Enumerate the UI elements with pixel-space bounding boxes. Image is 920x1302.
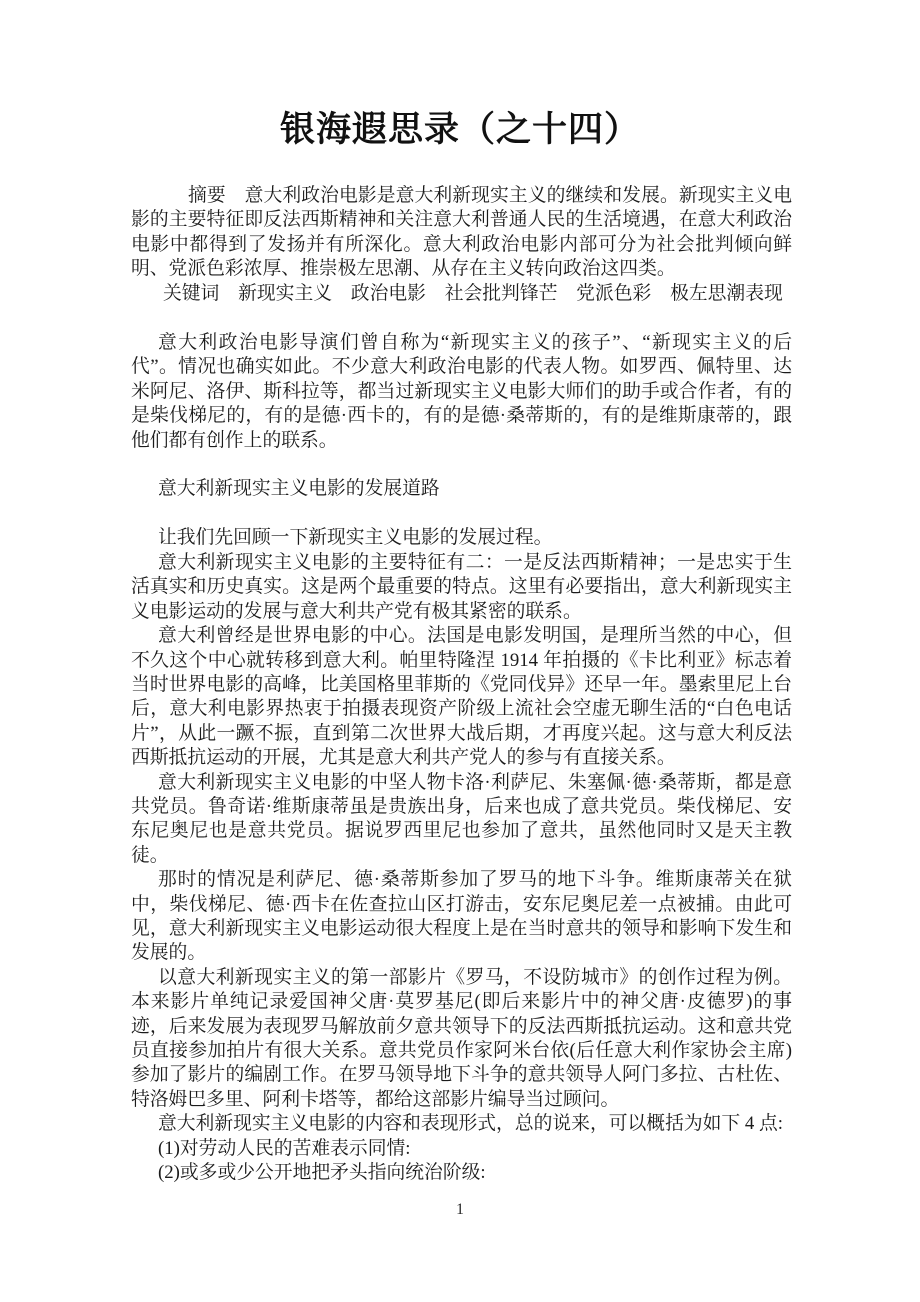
page-number: 1 [456, 1201, 464, 1218]
paragraph-party-members: 意大利新现实主义电影的中坚人物卡洛·利萨尼、朱塞佩·德·桑蒂斯，都是意共党员。鲁奇诺·维斯康蒂虽是贵族出身，后来也成了意共党员。柴伐梯尼、安东尼奥尼也是意共党员。据说罗西里尼也参加了意共，虽然他同时又是天主教徒。 [131, 771, 792, 866]
paragraph-directors: 意大利政治电影导演们曾自称为“新现实主义的孩子”、“新现实主义的后代”。情况也确实如此。不少意大利政治电影的代表人物。如罗西、佩特里、达米阿尼、洛伊、斯科拉等，都当过新现实主义电影大师们的助手或合作者，有的是柴伐梯尼的，有的是德·西卡的，有的是德·桑蒂斯的，有的是维斯康蒂的，跟他们都有创作上的联系。 [131, 332, 792, 451]
list-item-1: (1)对劳动人民的苦难表示同情: [158, 1137, 411, 1159]
paragraph-recall: 让我们先回顾一下新现实主义电影的发展过程。 [158, 527, 553, 549]
paragraph-summary-intro: 意大利新现实主义电影的内容和表现形式，总的说来，可以概括为如下 4 点: [158, 1113, 783, 1135]
keywords-line: 关键词 新现实主义 政治电影 社会批判锋芒 党派色彩 极左思潮表现 [163, 282, 783, 304]
paragraph-features: 意大利新现实主义电影的主要特征有二：一是反法西斯精神；一是忠实于生活真实和历史真实。这是两个最重要的特点。这里有必要指出，意大利新现实主义电影运动的发展与意大利共产党有极其紧密的联系。 [131, 551, 792, 622]
list-item-2: (2)或多或少公开地把矛头指向统治阶级: [158, 1162, 486, 1184]
paragraph-rome-open-city: 以意大利新现实主义的第一部影片《罗马，不设防城市》的创作过程为例。本来影片单纯记录爱国神父唐·莫罗基尼(即后来影片中的神父唐·皮德罗)的事迹，后来发展为表现罗马解放前夕意共领导下的反法西斯抵抗运动。这和意共党员直接参加拍片有很大关系。意共党员作家阿米台依(后任意大利作家协会主席)参加了影片的编剧工作。在罗马领导地下斗争的意共领导人阿门多拉、古杜佐、特洛姆巴多里、阿利卡塔等，都给这部影片编导当过顾问。 [131, 966, 792, 1110]
document-body [131, 184, 792, 1185]
section-heading: 意大利新现实主义电影的发展道路 [158, 478, 440, 500]
abstract-paragraph: 摘要 意大利政治电影是意大利新现实主义的继续和发展。新现实主义电影的主要特征即反法西斯精神和关注意大利普通人民的生活境遇，在意大利政治电影中都得到了发扬并有所深化。意大利政治电影内部可分为社会批判倾向鲜明、党派色彩浓厚、推崇极左思潮、从存在主义转向政治这四类。 [131, 185, 792, 280]
paragraph-underground: 那时的情况是利萨尼、德·桑蒂斯参加了罗马的地下斗争。维斯康蒂关在狱中，柴伐梯尼、德·西卡在佐查拉山区打游击，安东尼奥尼差一点被捕。由此可见，意大利新现实主义电影运动很大程度上是在当时意共的领导和影响下发生和发展的。 [131, 869, 792, 964]
paragraph-world-center: 意大利曾经是世界电影的中心。法国是电影发明国，是理所当然的中心，但不久这个中心就转移到意大利。帕里特隆涅 1914 年拍摄的《卡比利亚》标志着当时世界电影的高峰，比美国格里菲斯的《党同伐异》还早一年。墨索里尼上台后，意大利电影界热衷于拍摄表现资产阶级上流社会空虚无聊生活的“白色电话片”，从此一蹶不振，直到第二次世界大战后期，才再度兴起。这与意大利反法西斯抵抗运动的开展，尤其是意大利共产党人的参与有直接关系。 [131, 625, 792, 769]
document-title: 银海遐思录（之十四） [279, 110, 640, 149]
